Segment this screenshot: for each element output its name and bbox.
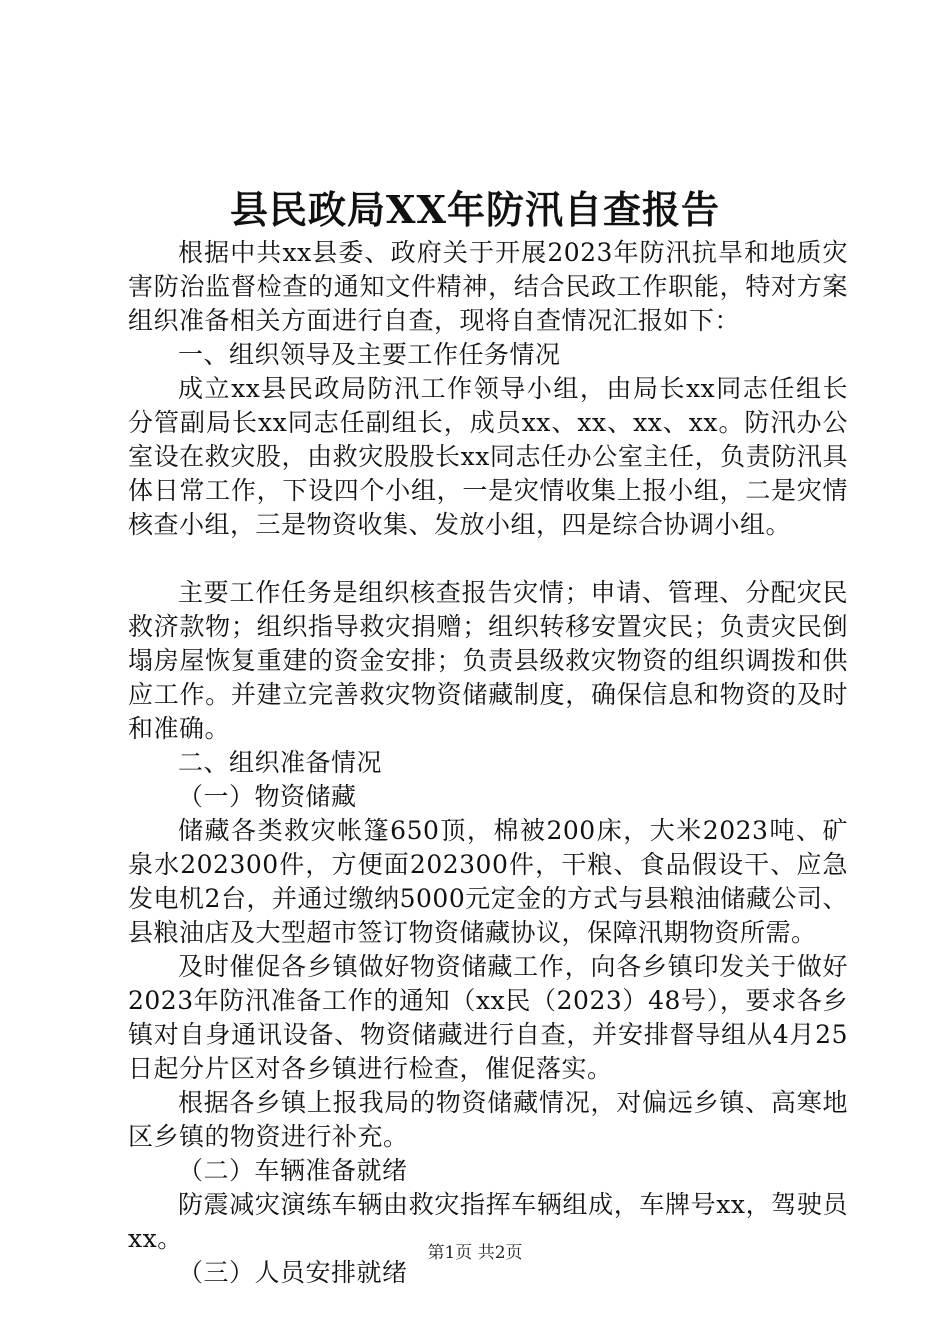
section-heading-1: 一、组织领导及主要工作任务情况	[178, 340, 561, 369]
subsection-heading-2: （二）车辆准备就绪	[178, 1156, 408, 1185]
document-body	[128, 236, 848, 1290]
section-heading-2: 二、组织准备情况	[178, 748, 383, 777]
townships-paragraph: 及时催促各乡镇做好物资储藏工作，向各乡镇印发关于做好2023年防汛准备工作的通知（xx民（2023）48号），要求各乡镇对自身通讯设备、物资储藏进行自查，并安排督导组从4月25日起分片区对各乡镇进行检查，催促落实。	[128, 952, 848, 1083]
supplement-paragraph: 根据各乡镇上报我局的物资储藏情况，对偏远乡镇、高寒地区乡镇的物资进行补充。	[128, 1088, 848, 1151]
materials-paragraph: 储藏各类救灾帐篷650顶，棉被200床，大米2023吨、矿泉水202300件，方便面202300件，干粮、食品假设干、应急发电机2台，并通过缴纳5000元定金的方式与县粮油储藏公司、县粮油店及大型超市签订物资储藏协议，保障汛期物资所需。	[128, 816, 848, 947]
document-title: 县民政局XX年防汛自查报告	[230, 187, 720, 232]
page-footer: 第1页 共2页	[427, 1243, 523, 1263]
paragraph-spacer	[128, 542, 848, 576]
subsection-heading-1: （一）物资储藏	[178, 782, 357, 811]
vehicles-paragraph: 防震减灾演练车辆由救灾指挥车辆组成，车牌号xx，驾驶员xx。	[128, 1190, 848, 1253]
subsection-heading-3: （三）人员安排就绪	[178, 1258, 408, 1287]
intro-paragraph: 根据中共xx县委、政府关于开展2023年防汛抗旱和地质灾害防治监督检查的通知文件精神，结合民政工作职能，特对方案组织准备相关方面进行自查，现将自查情况汇报如下：	[128, 238, 848, 335]
main-tasks-paragraph: 主要工作任务是组织核查报告灾情；申请、管理、分配灾民救济款物；组织指导救灾捐赠；组织转移安置灾民；负责灾民倒塌房屋恢复重建的资金安排；负责县级救灾物资的组织调拨和供应工作。并建立完善救灾物资储藏制度，确保信息和物资的及时和准确。	[128, 578, 848, 743]
leadership-paragraph: 成立xx县民政局防汛工作领导小组，由局长xx同志任组长分管副局长xx同志任副组长，成员xx、xx、xx、xx。防汛办公室设在救灾股，由救灾股股长xx同志任办公室主任，负责防汛具体日常工作，下设四个小组，一是灾情收集上报小组，二是灾情核查小组，三是物资收集、发放小组，四是综合协调小组。	[128, 374, 848, 539]
